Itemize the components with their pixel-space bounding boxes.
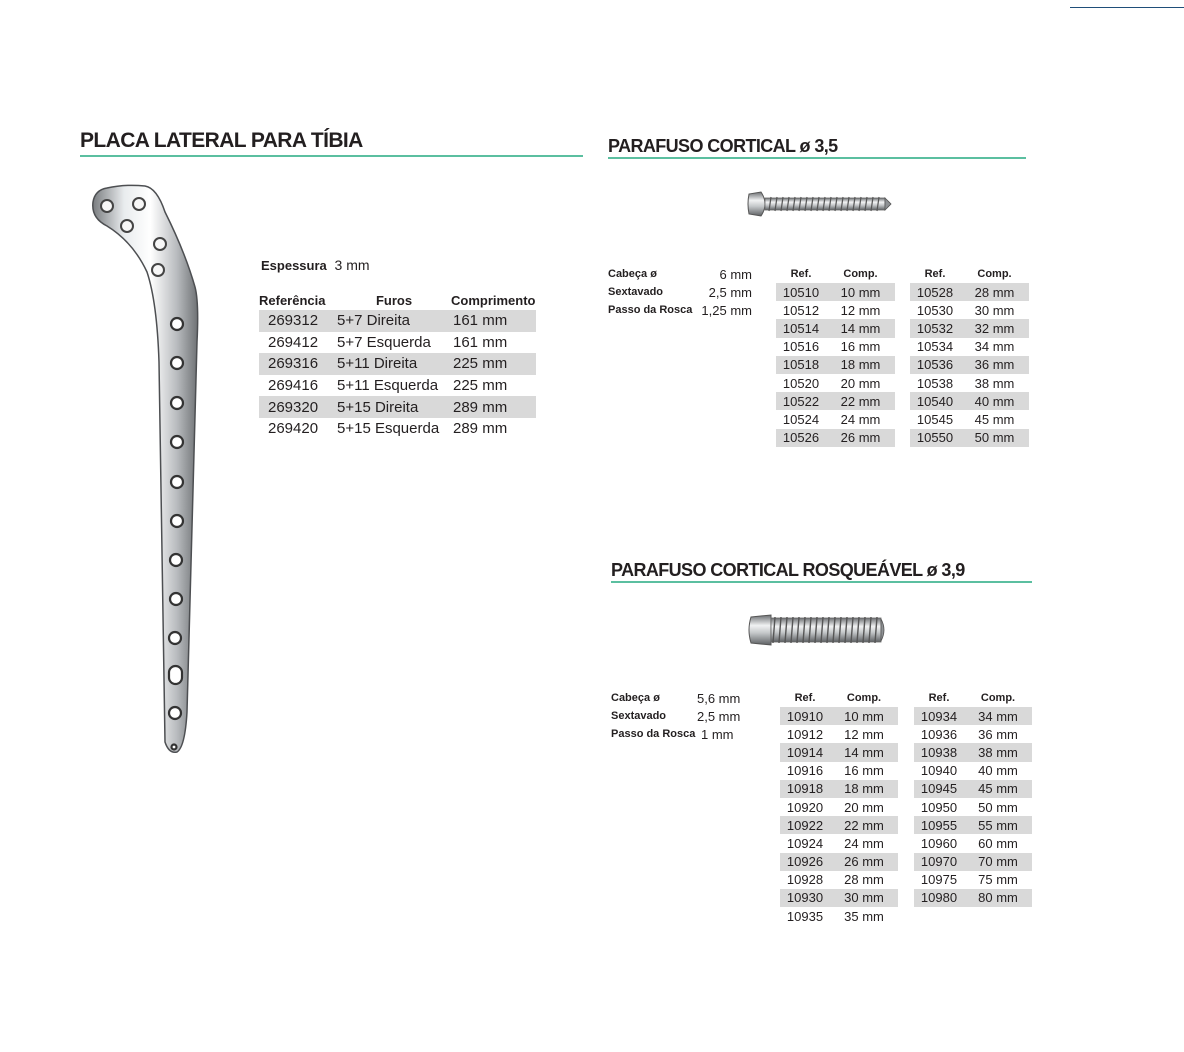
cell-comp: 24 mm bbox=[840, 411, 881, 427]
cell-ref: 10975 bbox=[920, 872, 958, 888]
table-row bbox=[910, 356, 1029, 374]
cell-comp: 45 mm bbox=[974, 411, 1015, 427]
table-row bbox=[910, 301, 1029, 319]
cell-ref: 10532 bbox=[910, 319, 960, 337]
table-row bbox=[914, 743, 1032, 761]
screw35-table-2 bbox=[910, 265, 1029, 447]
cell-ref: 10516 bbox=[782, 339, 820, 355]
cell-comp: 22 mm bbox=[830, 816, 898, 834]
cell-ref: 269312 bbox=[259, 310, 337, 332]
spec-label: Passo da Rosca bbox=[611, 728, 696, 741]
cell-comp: 36 mm bbox=[960, 356, 1029, 374]
spec-value: 6 mm bbox=[719, 266, 752, 282]
cell-ref: 10910 bbox=[780, 707, 830, 725]
cell-comp: 50 mm bbox=[978, 799, 1018, 815]
spec-value: 1 mm bbox=[701, 726, 734, 742]
cell-ref: 10940 bbox=[920, 763, 958, 779]
cell-comp: 12 mm bbox=[844, 726, 884, 742]
table-row bbox=[914, 798, 1032, 816]
spec-value: 2,5 mm bbox=[708, 284, 752, 300]
cell-comp: 30 mm bbox=[830, 889, 898, 907]
cell-length: 161 mm bbox=[451, 310, 536, 332]
cell-ref: 10528 bbox=[910, 283, 960, 301]
table-row bbox=[910, 429, 1029, 447]
table-row bbox=[780, 725, 898, 743]
spec-label: Passo da Rosca bbox=[608, 304, 693, 317]
cell-comp: 22 mm bbox=[826, 392, 895, 410]
table-row bbox=[780, 780, 898, 798]
cell-ref: 10914 bbox=[780, 743, 830, 761]
cell-ref: 10924 bbox=[786, 835, 824, 851]
cell-ref: 10920 bbox=[786, 799, 824, 815]
cell-comp: 34 mm bbox=[964, 707, 1032, 725]
col-header-ref: Ref. bbox=[794, 692, 816, 704]
cell-ref: 10960 bbox=[920, 835, 958, 851]
cell-ref: 10514 bbox=[776, 319, 826, 337]
cell-length: 289 mm bbox=[451, 396, 536, 418]
cell-ref: 10945 bbox=[914, 780, 964, 798]
cell-ref: 269416 bbox=[268, 377, 319, 395]
cell-comp: 50 mm bbox=[960, 429, 1029, 447]
thickness-label: Espessura bbox=[261, 258, 327, 273]
table-row bbox=[780, 743, 898, 761]
cell-comp: 18 mm bbox=[826, 356, 895, 374]
thickness-value: 3 mm bbox=[334, 257, 370, 273]
cell-comp: 20 mm bbox=[840, 375, 881, 391]
cell-ref: 10936 bbox=[920, 726, 958, 742]
table-row bbox=[914, 871, 1032, 889]
cell-ref: 10926 bbox=[780, 853, 830, 871]
spec-value: 5,6 mm bbox=[697, 690, 741, 706]
screw35-specs bbox=[608, 265, 752, 320]
spec-label: Sextavado bbox=[608, 286, 664, 299]
spec-value: 1,25 mm bbox=[701, 302, 752, 318]
cell-comp: 35 mm bbox=[844, 908, 884, 924]
cell-ref: 10512 bbox=[782, 302, 820, 318]
cell-comp: 18 mm bbox=[830, 780, 898, 798]
table-row bbox=[914, 853, 1032, 871]
cell-comp: 34 mm bbox=[974, 339, 1015, 355]
cell-length: 225 mm bbox=[453, 377, 508, 395]
col-header-holes: Furos bbox=[375, 292, 413, 308]
cell-comp: 45 mm bbox=[964, 780, 1032, 798]
col-header-comp: Comp. bbox=[846, 692, 882, 704]
cell-ref: 269420 bbox=[268, 420, 319, 438]
table-row bbox=[776, 319, 895, 337]
table-row bbox=[914, 816, 1032, 834]
cell-comp: 30 mm bbox=[974, 302, 1015, 318]
cell-ref: 269412 bbox=[268, 333, 319, 351]
tibia-plate-image bbox=[85, 182, 210, 757]
cell-comp: 60 mm bbox=[978, 835, 1018, 851]
cell-ref: 10955 bbox=[914, 816, 964, 834]
screw39-title-rule bbox=[611, 581, 1032, 583]
table-row bbox=[914, 889, 1032, 907]
cortical-screw-image bbox=[745, 186, 895, 222]
table-row bbox=[776, 410, 895, 428]
cell-comp: 75 mm bbox=[978, 872, 1018, 888]
cell-comp: 80 mm bbox=[964, 889, 1032, 907]
screw39-table-1 bbox=[780, 689, 898, 925]
table-row bbox=[259, 310, 536, 332]
cell-comp: 24 mm bbox=[844, 835, 884, 851]
table-row bbox=[780, 798, 898, 816]
cell-comp: 70 mm bbox=[964, 853, 1032, 871]
cell-ref: 10520 bbox=[782, 375, 820, 391]
cell-holes: 5+7 Esquerda bbox=[337, 333, 431, 351]
cell-length: 161 mm bbox=[453, 333, 508, 351]
cell-ref: 10530 bbox=[916, 302, 954, 318]
cell-comp: 10 mm bbox=[830, 707, 898, 725]
table-row bbox=[914, 725, 1032, 743]
screw39-title: PARAFUSO CORTICAL ROSQUEÁVEL ø 3,9 bbox=[611, 560, 965, 580]
plate-title-rule bbox=[80, 155, 583, 157]
spec-label: Cabeça ø bbox=[611, 692, 660, 705]
cell-comp: 16 mm bbox=[840, 339, 881, 355]
cell-comp: 32 mm bbox=[960, 319, 1029, 337]
table-row bbox=[780, 707, 898, 725]
cell-comp: 14 mm bbox=[826, 319, 895, 337]
cell-comp: 55 mm bbox=[964, 816, 1032, 834]
cell-ref: 10922 bbox=[780, 816, 830, 834]
col-header-ref: Ref. bbox=[790, 268, 812, 280]
cell-comp: 38 mm bbox=[964, 743, 1032, 761]
cell-comp: 36 mm bbox=[978, 726, 1018, 742]
threaded-screw-image bbox=[745, 611, 890, 651]
table-row bbox=[910, 338, 1029, 356]
col-header-reference: Referência bbox=[259, 292, 326, 308]
table-row bbox=[259, 375, 536, 397]
table-row bbox=[910, 392, 1029, 410]
cell-holes: 5+11 Esquerda bbox=[337, 377, 439, 395]
table-row bbox=[776, 338, 895, 356]
cell-ref: 10545 bbox=[916, 411, 954, 427]
spec-value: 2,5 mm bbox=[697, 708, 741, 724]
cell-ref: 10550 bbox=[910, 429, 960, 447]
screw39-table-2 bbox=[914, 689, 1032, 907]
cell-ref: 10526 bbox=[776, 429, 826, 447]
cell-ref: 10522 bbox=[776, 392, 826, 410]
cell-holes: 5+11 Direita bbox=[337, 353, 451, 375]
cell-ref: 10540 bbox=[910, 392, 960, 410]
cell-ref: 10950 bbox=[920, 799, 958, 815]
cell-length: 289 mm bbox=[453, 420, 508, 438]
plate-title: PLACA LATERAL PARA TÍBIA bbox=[80, 129, 363, 152]
cell-comp: 12 mm bbox=[840, 302, 881, 318]
cell-ref: 10916 bbox=[786, 763, 824, 779]
cell-comp: 10 mm bbox=[826, 283, 895, 301]
cell-ref: 10536 bbox=[910, 356, 960, 374]
cell-comp: 28 mm bbox=[960, 283, 1029, 301]
top-rule bbox=[1070, 7, 1184, 8]
col-header-comp: Comp. bbox=[843, 268, 878, 280]
table-row bbox=[259, 353, 536, 375]
cell-comp: 40 mm bbox=[978, 763, 1018, 779]
table-row bbox=[259, 396, 536, 418]
plate-table bbox=[259, 290, 536, 440]
plate-thickness bbox=[261, 257, 370, 273]
cell-ref: 10930 bbox=[780, 889, 830, 907]
table-row bbox=[914, 707, 1032, 725]
table-row bbox=[910, 319, 1029, 337]
table-row bbox=[910, 410, 1029, 428]
spec-label: Sextavado bbox=[611, 710, 667, 723]
cell-ref: 10938 bbox=[914, 743, 964, 761]
cell-ref: 10510 bbox=[776, 283, 826, 301]
table-row bbox=[776, 356, 895, 374]
cell-comp: 28 mm bbox=[844, 872, 884, 888]
cell-ref: 10934 bbox=[914, 707, 964, 725]
table-row bbox=[780, 762, 898, 780]
cell-holes: 5+15 Esquerda bbox=[337, 420, 440, 438]
cell-comp: 14 mm bbox=[830, 743, 898, 761]
table-row bbox=[780, 853, 898, 871]
cell-comp: 20 mm bbox=[844, 799, 884, 815]
cell-ref: 10928 bbox=[786, 872, 824, 888]
screw35-title-rule bbox=[608, 157, 1026, 159]
screw35-table-1 bbox=[776, 265, 895, 447]
cell-ref: 10980 bbox=[914, 889, 964, 907]
cell-ref: 10918 bbox=[780, 780, 830, 798]
table-row bbox=[776, 283, 895, 301]
table-row bbox=[776, 392, 895, 410]
col-header-length: Comprimento bbox=[451, 292, 536, 308]
cell-ref: 10534 bbox=[916, 339, 954, 355]
table-row bbox=[910, 283, 1029, 301]
table-row bbox=[914, 762, 1032, 780]
cell-holes: 5+7 Direita bbox=[337, 310, 451, 332]
cell-ref: 10524 bbox=[782, 411, 820, 427]
col-header-comp: Comp. bbox=[980, 692, 1016, 704]
table-row bbox=[780, 871, 898, 889]
table-row bbox=[259, 332, 536, 354]
table-row bbox=[780, 889, 898, 907]
screw35-title: PARAFUSO CORTICAL ø 3,5 bbox=[608, 136, 838, 156]
cell-holes: 5+15 Direita bbox=[337, 396, 451, 418]
table-row bbox=[914, 780, 1032, 798]
spec-label: Cabeça ø bbox=[608, 268, 657, 281]
cell-comp: 26 mm bbox=[830, 853, 898, 871]
cell-ref: 10935 bbox=[786, 908, 824, 924]
cell-comp: 40 mm bbox=[960, 392, 1029, 410]
table-row bbox=[780, 907, 898, 925]
cell-ref: 10912 bbox=[786, 726, 824, 742]
cell-comp: 16 mm bbox=[844, 763, 884, 779]
screw39-specs bbox=[611, 689, 740, 744]
cell-length: 225 mm bbox=[451, 353, 536, 375]
cell-comp: 26 mm bbox=[826, 429, 895, 447]
cell-comp: 38 mm bbox=[974, 375, 1015, 391]
cell-ref: 269316 bbox=[259, 353, 337, 375]
cell-ref: 10518 bbox=[776, 356, 826, 374]
cell-ref: 10970 bbox=[914, 853, 964, 871]
table-row bbox=[776, 429, 895, 447]
col-header-ref: Ref. bbox=[924, 268, 946, 280]
table-row bbox=[776, 301, 895, 319]
cell-ref: 269320 bbox=[259, 396, 337, 418]
col-header-comp: Comp. bbox=[977, 268, 1012, 280]
table-row bbox=[914, 834, 1032, 852]
table-row bbox=[910, 374, 1029, 392]
table-row bbox=[776, 374, 895, 392]
cell-ref: 10538 bbox=[916, 375, 954, 391]
table-row bbox=[259, 418, 536, 440]
col-header-ref: Ref. bbox=[928, 692, 950, 704]
table-row bbox=[780, 816, 898, 834]
table-row bbox=[780, 834, 898, 852]
